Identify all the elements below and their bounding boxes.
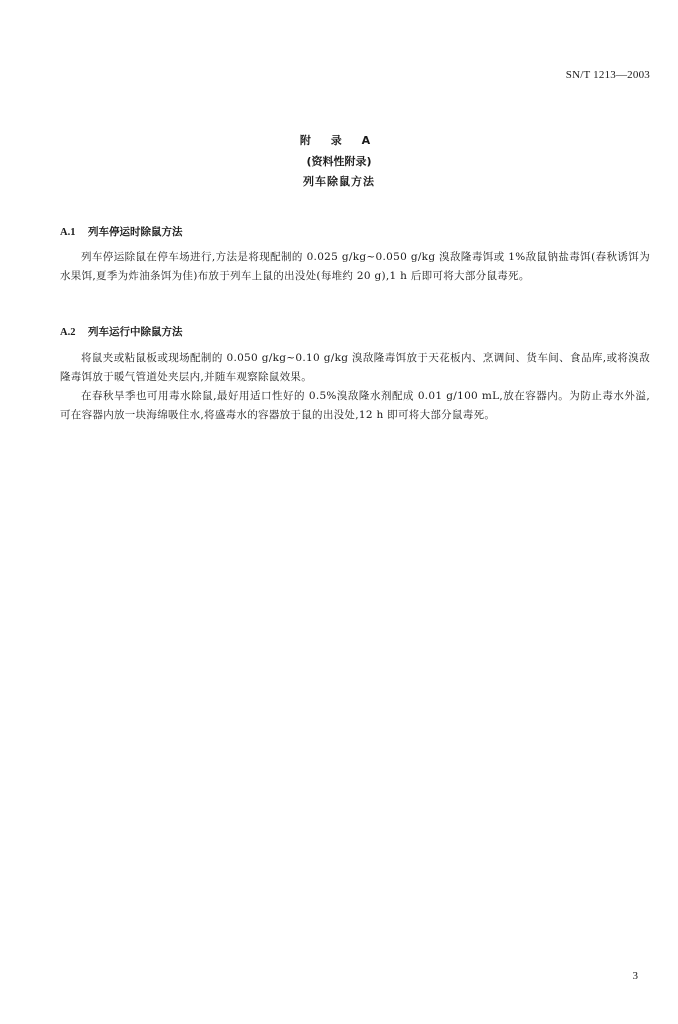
paragraph: 将鼠夹或粘鼠板或现场配制的 0.050 g/kg~0.10 g/kg 溴敌隆毒饵放于天花板内、烹调间、货车间、食品库,或将溴敌隆毒饵放于暖气管道处夹层内,并随车观察除鼠效果。 (60, 352, 650, 383)
paragraph: 列车停运除鼠在停车场进行,方法是将现配制的 0.025 g/kg~0.050 g/kg 溴敌隆毒饵或 1%敌鼠钠盐毒饵(春秋诱饵为水果饵,夏季为炸油条饵为佳)布放于列车上鼠的出没处(每堆约 20 g),1 h 后即可将大部分鼠毒死。 (60, 251, 650, 282)
paragraph: 在春秋旱季也可用毒水除鼠,最好用适口性好的 0.5%溴敌隆水剂配成 0.01 g/100 mL,放在容器内。为防止毒水外溢,可在容器内放一块海绵吸住水,将盛毒水的容器放于鼠的出没处,12 h 即可将大部分鼠毒死。 (60, 390, 650, 421)
appendix-type: (资料性附录) (306, 155, 372, 168)
section-number: A.2 (60, 327, 76, 338)
page-number: 3 (632, 970, 638, 982)
section-heading-a1 (60, 224, 183, 239)
standard-code-header: SN/T 1213—2003 (565, 69, 650, 81)
section-title: 列车运行中除鼠方法 (88, 326, 183, 338)
section-heading-a2 (60, 324, 183, 339)
appendix-title: 附 录 A (299, 134, 379, 147)
appendix-subject: 列车除鼠方法 (303, 175, 375, 188)
section-number: A.1 (60, 227, 76, 238)
section-title: 列车停运时除鼠方法 (88, 226, 183, 238)
